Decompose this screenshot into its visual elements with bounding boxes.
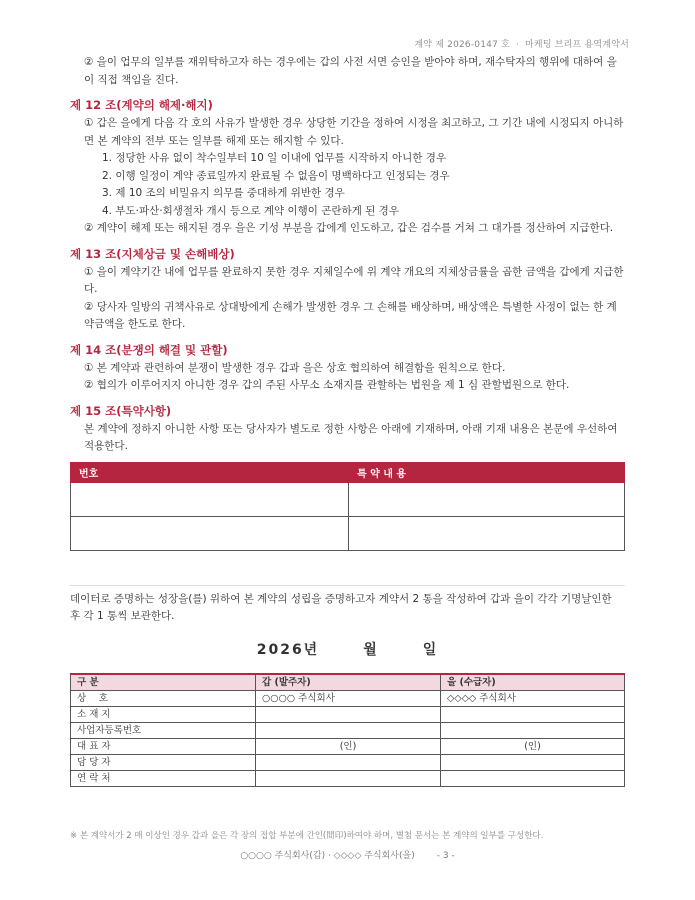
row-label: 상 호: [71, 690, 256, 706]
table-row: [71, 722, 625, 738]
date-month: 월: [363, 641, 379, 658]
footer-parties: ○○○○ 주식회사(갑) · ◇◇◇◇ 주식회사(을): [240, 851, 415, 861]
column-header-party-a: 갑 (발주자): [256, 674, 441, 691]
article-12-item: 1. 정당한 사유 없이 착수일부터 10 일 이내에 업무를 시작하지 아니한 경우: [102, 152, 447, 164]
table-row: [71, 482, 625, 516]
article-13-title: 제 13 조(지체상금 및 손해배상): [70, 246, 235, 261]
table-cell: [71, 482, 349, 516]
party-b-value: [441, 770, 625, 786]
article-11-clause-2: ② 을이 업무의 일부를 재위탁하고자 하는 경우에는 갑의 사전 서면 승인을 받아야 하며, 재수탁자의 행위에 대하여 을이 직접 책임을 진다.: [84, 56, 617, 86]
closing-statement: 데이터로 증명하는 성장을(를) 위하여 본 계약의 성립을 증명하고자 계약서 2 통을 작성하여 갑과 을이 각각 기명날인한 후 각 1 통씩 보관한다.: [70, 592, 612, 622]
row-label: 연 락 처: [71, 770, 256, 786]
article-14-clause-2: ② 협의가 이루어지지 아니한 경우 갑의 주된 사무소 소재지를 관할하는 법원을 제 1 심 관할법원으로 한다.: [84, 379, 570, 391]
article-12-clause-2: ② 계약이 해제 또는 해지된 경우 을은 기성 부분을 갑에게 인도하고, 갑은 검수를 거쳐 그 대가를 정산하여 지급한다.: [84, 222, 614, 234]
signature-table: [70, 673, 625, 787]
column-header-party-b: 을 (수급자): [441, 674, 625, 691]
article-13-clause-1: ① 을이 계약기간 내에 업무를 완료하지 못한 경우 지체일수에 위 계약 개요의 지체상금률을 곱한 금액을 갑에게 지급한다.: [84, 265, 624, 295]
article-15-title: 제 15 조(특약사항): [70, 403, 172, 418]
page-header: [414, 37, 629, 50]
table-row: [71, 770, 625, 786]
party-b-seal: (인): [441, 738, 625, 754]
party-a-value: ○○○○ 주식회사: [256, 690, 441, 706]
article-12-item: 3. 제 10 조의 비밀유지 의무를 중대하게 위반한 경우: [102, 187, 345, 199]
table-row: [71, 516, 625, 550]
page-footer: [0, 848, 695, 861]
table-cell: [349, 482, 625, 516]
article-12-item: 2. 이행 일정이 계약 종료일까지 완료될 수 없음이 명백하다고 인정되는 경우: [102, 169, 450, 182]
party-a-seal: (인): [256, 738, 441, 754]
footnote: ※ 본 계약서가 2 매 이상인 경우 갑과 을은 각 장의 접합 부분에 간인(間印)하여야 하며, 별첨 문서는 본 계약의 일부를 구성한다.: [70, 831, 544, 841]
signature-table-header: [71, 674, 625, 691]
party-a-value: [256, 754, 441, 770]
signing-date: [70, 639, 625, 659]
party-b-value: [441, 754, 625, 770]
party-b-value: ◇◇◇◇ 주식회사: [441, 690, 625, 706]
table-cell: [349, 516, 625, 550]
article-13-clause-2: ② 당사자 일방의 귀책사유로 상대방에게 손해가 발생한 경우 그 손해를 배상하며, 배상액은 특별한 사정이 없는 한 계약금액을 한도로 한다.: [84, 300, 617, 330]
article-14-title: 제 14 조(분쟁의 해결 및 관할): [70, 342, 228, 357]
header-separator: ·: [515, 40, 520, 50]
article-12-title: 제 12 조(계약의 해제·해지): [70, 98, 213, 112]
column-header-category: 구 분: [71, 674, 256, 691]
party-a-value: [256, 770, 441, 786]
special-terms-table: [70, 462, 625, 551]
table-row: [71, 738, 625, 754]
table-row: [71, 754, 625, 770]
party-a-value: [256, 722, 441, 738]
date-year: 2026년: [256, 641, 320, 658]
table-row: [71, 690, 625, 706]
contract-body: [70, 54, 625, 787]
article-12-item: 4. 부도·파산·회생절차 개시 등으로 계약 이행이 곤란하게 된 경우: [102, 204, 399, 217]
date-day: 일: [422, 641, 439, 658]
special-terms-header: [71, 462, 625, 482]
document-title: 마케팅 브리프 용역계약서: [525, 40, 629, 50]
page-number: - 3 -: [436, 851, 455, 861]
row-label: 사업자등록번호: [71, 722, 256, 738]
article-14-clause-1: ① 본 계약과 관련하여 분쟁이 발생한 경우 갑과 을은 상호 협의하여 해결함을 원칙으로 한다.: [84, 361, 506, 374]
table-cell: [71, 516, 349, 550]
table-row: [71, 706, 625, 722]
party-a-value: [256, 706, 441, 722]
article-12-clause-1: ① 갑은 을에게 다음 각 호의 사유가 발생한 경우 상당한 기간을 정하여 시정을 최고하고, 그 기간 내에 시정되지 아니하면 본 계약의 전부 또는 일부를 해제 또는 해지할 수 있다.: [84, 117, 624, 147]
party-b-value: [441, 722, 625, 738]
column-header-content: 특 약 내 용: [349, 462, 625, 482]
party-b-value: [441, 706, 625, 722]
contract-number: 계약 제 2026-0147 호: [414, 40, 510, 50]
section-divider: [70, 585, 625, 586]
row-label: 소 재 지: [71, 706, 256, 722]
column-header-number: 번호: [71, 462, 349, 482]
article-15-text: 본 계약에 정하지 아니한 사항 또는 당사자가 별도로 정한 사항은 아래에 기재하며, 아래 기재 내용은 본문에 우선하여 적용한다.: [84, 422, 618, 452]
row-label: 대 표 자: [71, 738, 256, 754]
row-label: 담 당 자: [71, 754, 256, 770]
